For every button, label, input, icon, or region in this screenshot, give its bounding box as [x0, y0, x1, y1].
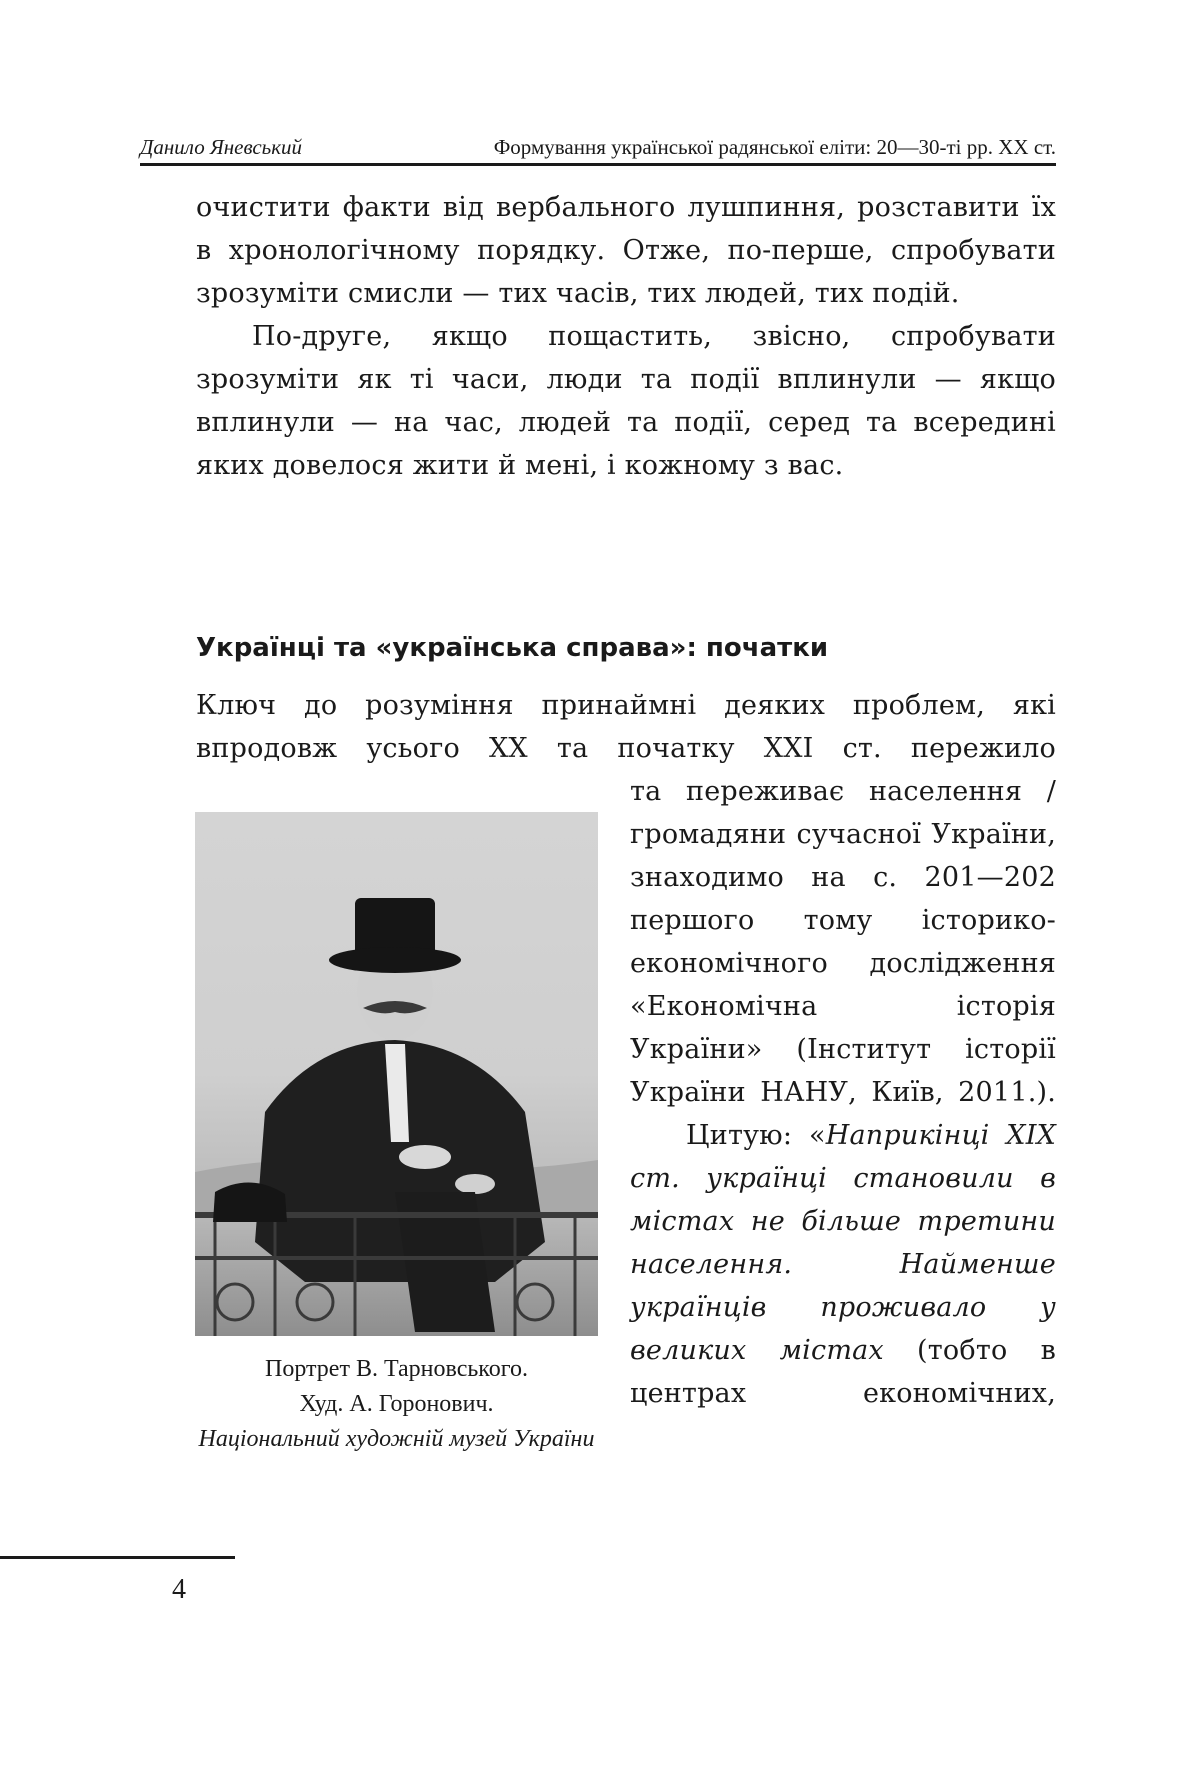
intro-paragraph-1: очистити факти від вербального лушпиння, розставити їх в хронологічному порядку. Отже, по-перше, спробувати зрозуміти смисли — тих часів, тих людей, тих подій. [196, 192, 1056, 309]
right-paragraph-1: та переживає населення / громадяни сучасної України, знаходимо на с. 201—202 першого тому історико-економічного дослідження «Економічна історія України» (Інститут історії України НАНУ, Київ, 2011.). [630, 776, 1056, 1108]
section-lead-text [196, 684, 1056, 770]
intro-text [196, 186, 1056, 487]
caption-title: Портрет В. Тарновського. [265, 1356, 528, 1382]
portrait-illustration [195, 812, 598, 1336]
quote-suffix: (тобто в центрах економічних, [630, 1335, 1057, 1409]
intro-paragraph-2: По-друге, якщо пощастить, звісно, спробувати зрозуміти як ті часи, люди та події вплинули — якщо вплинули — на час, людей та події, серед та всередині яких довелося жити й мені, і кожному з вас. [196, 321, 1056, 481]
section-lead: Ключ до розуміння принаймні деяких проблем, які впродовж усього XX та початку XXI ст. пережило [196, 690, 1056, 764]
header-title: Формування української радянської еліти: 20—30-ті рр. XX ст. [493, 135, 1056, 159]
figure-caption [190, 1352, 603, 1457]
caption-artist: Худ. А. Горонович. [299, 1391, 494, 1417]
page-number: 4 [172, 1574, 186, 1605]
portrait-image [195, 812, 598, 1336]
footer-rule [0, 1556, 235, 1559]
right-column-text [630, 770, 1056, 1415]
quote-prefix: Цитую: « [686, 1120, 826, 1151]
caption-source: Національний художній музей України [198, 1426, 595, 1452]
header-author: Данило Яневський [140, 135, 303, 159]
running-header [140, 126, 1056, 166]
quote-text: Наприкінці XIX ст. українці становили в містах не більше третини населення. Найменше українців проживало у великих містах [630, 1120, 1057, 1366]
section-heading: Українці та «українська справа»: початки [196, 633, 829, 663]
right-paragraph-2 [630, 1114, 1056, 1415]
